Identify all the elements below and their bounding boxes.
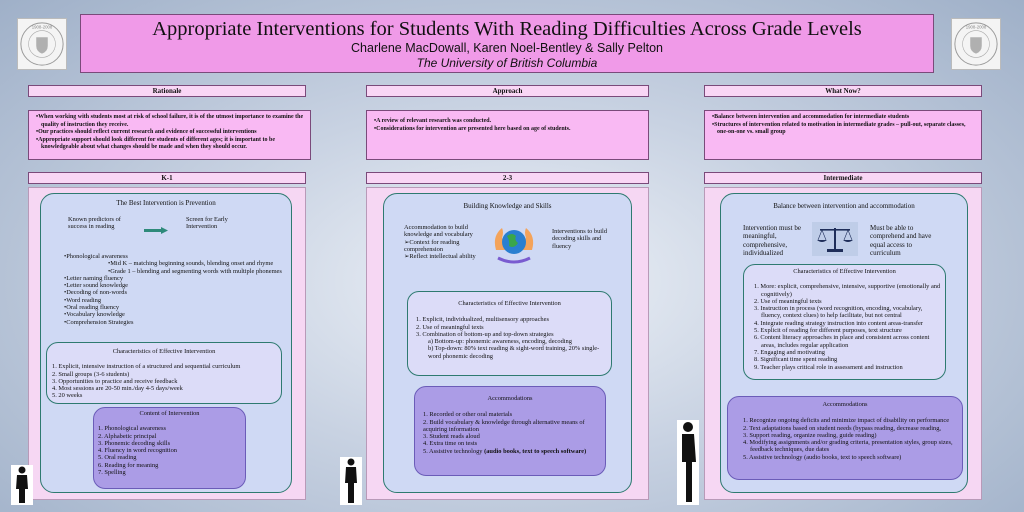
k1-characteristic-item: 5. 20 weeks	[52, 392, 83, 400]
g23-characteristic-item: b) Top-down: 80% text reading & sight-word training, 20% single-word phonemic decoding	[428, 345, 600, 360]
rationale-box	[28, 110, 311, 160]
intermediate-characteristic-item: 5. Explicit of reading for different purposes, text structure	[754, 327, 902, 335]
k1-content-title: Content of Intervention	[139, 410, 200, 417]
k1-header: K-1	[28, 172, 306, 184]
g23-box-title: Building Knowledge and Skills	[463, 202, 552, 210]
intermediate-characteristic-item: 9. Teacher plays critical role in assessment and instruction	[754, 363, 903, 371]
g23-characteristic-item: 1. Explicit, individualized, multisensory approaches	[416, 316, 549, 324]
right-arrow-icon	[144, 221, 168, 239]
g23-accommodations-title: Accommodations	[487, 395, 533, 402]
intermediate-intervention-must: Intervention must be meaningful, comprehensive, individualized	[743, 224, 801, 258]
k1-skill-item: •Phonological awareness	[64, 253, 128, 260]
g23-header: 2-3	[366, 172, 649, 184]
g23-accommodation-list-item: 2. Build vocabulary & knowledge through alternative means of acquiring information	[423, 418, 585, 433]
k1-content-item: 4. Fluency in word recognition	[98, 447, 177, 455]
poster-authors: Charlene MacDowall, Karen Noel-Bentley & Sally Pelton	[351, 41, 663, 55]
k1-skill-item: •Letter naming fluency	[64, 274, 124, 282]
k1-characteristics-box	[46, 342, 282, 404]
intermediate-accommodation-item: 5. Assistive technology (audio books, text to speech software)	[743, 453, 902, 461]
poster-university: The University of British Columbia	[416, 56, 598, 70]
intermediate-box-title: Balance between intervention and accommodation	[773, 202, 915, 210]
k1-skill-item: •Letter sound knowledge	[64, 282, 128, 290]
k1-skill-item: •Oral reading fluency	[64, 304, 120, 312]
g23-assistive-prefix: 5. Assistive technology	[423, 447, 485, 455]
intermediate-characteristics-title: Characteristics of Effective Intervention	[793, 268, 896, 275]
g23-accommodation	[404, 224, 482, 260]
intermediate-characteristic-item: 2. Use of meaningful texts	[754, 297, 822, 305]
g23-accommodation-item: ➢Context for reading comprehension	[404, 238, 460, 253]
balance-scale-icon	[812, 222, 858, 256]
intermediate-characteristic-item: 3. Instruction in process (word recognition, encoding, vocabulary, fluency, context clues) to help facilitate, but not central	[754, 305, 923, 320]
rationale-item: • When working with students most at risk of school failure, it is of the utmost importance to examine the quality of instruction they receive.	[35, 114, 304, 129]
intermediate-characteristic-item: 1. More: explicit, comprehensive, intensive, supportive (emotionally and cognitively)	[754, 283, 941, 298]
k1-skill-item: •Decoding of non-words	[64, 289, 127, 297]
g23-accommodations-box	[414, 386, 606, 476]
k1-skill-item: •Comprehension Strategies	[64, 318, 134, 326]
person-silhouette-icon	[11, 465, 33, 510]
g23-accommodation-list-item: 4. Extra time on tests	[423, 440, 478, 448]
university-logo-left	[17, 18, 67, 70]
k1-content-item: 3. Phonemic decoding skills	[98, 439, 171, 447]
g23-characteristic-item: 2. Use of meaningful texts	[416, 323, 484, 331]
k1-screen: Screen for Early Intervention	[186, 216, 228, 231]
k1-characteristic-item: 3. Opportunities to practice and receive feedback	[52, 377, 178, 385]
k1-skill-item: •Vocabulary knowledge	[64, 311, 125, 319]
g23-characteristic-item: 3. Combination of bottom-up and top-down strategies	[416, 330, 554, 338]
what-now-header: What Now?	[704, 85, 982, 97]
what-now-box	[704, 110, 982, 160]
intermediate-accommodation-item: 4. Modifying assignments and/or grading criteria, presentation styles, group sizes, feedback techniques, due dates	[743, 439, 953, 454]
g23-accommodation-item: ➢Reflect intellectual ability	[404, 253, 476, 261]
intermediate-characteristic-item: 4. Integrate reading strategy instruction into content areas-transfer	[754, 319, 923, 327]
intermediate-accommodation-item: 1. Recognize ongoing deficits and minimize impact of disability on performance	[743, 417, 950, 425]
intermediate-characteristic-item: 6. Content literacy approaches in place and consistent across content areas, includes regular application	[754, 334, 930, 349]
g23-characteristics-title: Characteristics of Effective Intervention	[458, 300, 561, 307]
intermediate-accommodation-item: 3. Support reading, organize reading, guide reading)	[743, 431, 877, 439]
k1-characteristics-title: Characteristics of Effective Intervention	[112, 348, 216, 355]
intermediate-accommodations-box	[727, 396, 963, 480]
intermediate-header: Intermediate	[704, 172, 982, 184]
k1-content-item: 7. Spelling	[98, 469, 126, 477]
svg-text:1908-2008: 1908-2008	[965, 24, 987, 30]
k1-content-item: 2. Alphabetic principal	[98, 432, 157, 440]
what-now-item: • Balance between intervention and accommodation for intermediate students	[711, 114, 975, 122]
what-now-item: • Structures of intervention related to motivation in intermediate grades – pull-out, separate classes, one-on-one vs. small group	[711, 122, 975, 137]
g23-assistive-detail: (audio books, text to speech software)	[484, 447, 587, 455]
k1-content-item: 6. Reading for meaning	[98, 461, 159, 469]
svg-text:1908-2008: 1908-2008	[31, 24, 53, 30]
k1-content-item: 1. Phonological awareness	[98, 425, 166, 433]
g23-accommodation-list-item	[423, 448, 600, 455]
title-banner	[80, 14, 934, 73]
globe-hands-icon	[490, 220, 538, 266]
person-silhouette-icon	[677, 420, 699, 510]
g23-characteristic-item: a) Bottom-up: phonemic awareness, encoding, decoding	[428, 338, 572, 346]
rationale-item: • Our practices should reflect current research and evidence of successful interventions	[35, 129, 304, 137]
intermediate-characteristic-item: 7. Engaging and motivating	[754, 348, 825, 356]
approach-item: • Considerations for intervention are presented here based on age of students.	[373, 126, 642, 134]
k1-characteristic-item: 1. Explicit, intensive instruction of a structured and sequential curriculum	[52, 363, 241, 371]
k1-skill-item: •Grade 1 – blending and segmenting words with multiple phonemes	[108, 267, 282, 275]
g23-accommodation-item: Accommodation to build knowledge and vocabulary	[404, 224, 473, 239]
rationale-header: Rationale	[28, 85, 306, 97]
university-logo-right	[951, 18, 1001, 70]
k1-characteristic-item: 2. Small groups (3-6 students)	[52, 370, 130, 378]
approach-item: • A review of relevant research was conducted.	[373, 118, 642, 126]
intermediate-accommodation-item: 2. Text adaptations based on student needs (bypass reading, decrease reading,	[743, 424, 942, 432]
k1-content-item: 5. Oral reading	[98, 454, 137, 462]
k1-box-title: The Best Intervention is Prevention	[116, 199, 216, 207]
k1-characteristic-item: 4. Most sessions are 20-50 min./day 4-5 days/week	[52, 385, 183, 393]
g23-accommodation-list-item: 3. Student reads aloud	[423, 433, 480, 441]
g23-characteristics-box	[407, 291, 612, 376]
intermediate-accommodations-title: Accommodations	[822, 401, 868, 408]
k1-content-box	[93, 407, 246, 489]
person-silhouette-icon	[340, 457, 362, 510]
intermediate-must-be-able: Must be able to comprehend and have equal access to curriculum	[870, 224, 932, 258]
g23-interventions: Interventions to build decoding skills and fluency	[552, 228, 608, 250]
approach-box	[366, 110, 649, 160]
intermediate-characteristic-item: 8. Significant time spent reading	[754, 356, 838, 364]
approach-header: Approach	[366, 85, 649, 97]
k1-skills-list	[64, 253, 292, 326]
poster-title: Appropriate Interventions for Students With Reading Difficulties Across Grade Levels	[152, 18, 862, 40]
k1-skill-item: •Word reading	[64, 296, 102, 304]
rationale-item: • Appropriate support should look different for students of different ages; it is important to be knowledgeable about what changes should be made and when they should occur.	[35, 137, 304, 152]
k1-skill-item: •Mid K – matching beginning sounds, blending onset and rhyme	[108, 260, 274, 268]
g23-accommodation-list-item: 1. Recorded or other oral materials	[423, 411, 513, 419]
intermediate-characteristics-box	[743, 264, 946, 380]
k1-known-predictors: Known predictors of success in reading	[68, 216, 121, 231]
